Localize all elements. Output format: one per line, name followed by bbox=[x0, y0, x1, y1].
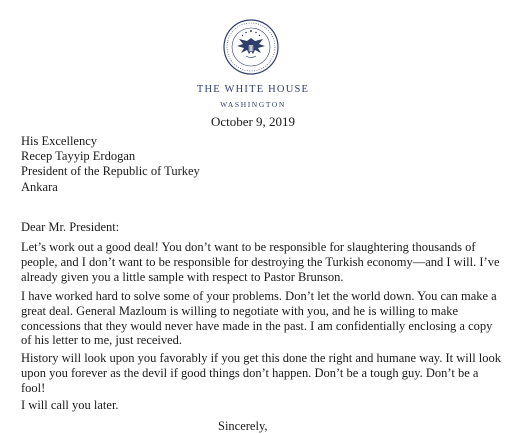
paragraph-line: I will call you later. bbox=[21, 398, 119, 412]
recipient-line: Recep Tayyip Erdogan bbox=[21, 149, 136, 164]
presidential-seal-icon bbox=[222, 18, 280, 76]
paragraph-line: I have worked hard to solve some of your problems. Don’t let the world down. You can make a bbox=[21, 289, 497, 303]
body-paragraph bbox=[21, 351, 502, 395]
paragraph-line: History will look upon you favorably if you get this done the right and humane way. It will look bbox=[21, 351, 502, 365]
paragraph-line: Let’s work out a good deal! You don’t want to be responsible for slaughtering thousands of bbox=[21, 240, 476, 254]
recipient-address bbox=[21, 134, 200, 195]
paragraph-line: great deal. General Mazloum is willing to negotiate with you, and he is willing to make bbox=[21, 303, 459, 318]
paragraph-line: people, and I don’t want to be responsible for destroying the Turkish economy—and I will. I’ve bbox=[21, 254, 500, 269]
recipient-line: Ankara bbox=[21, 179, 58, 194]
paragraph-line: concessions that they would never have made in the past. I am confidentially enclosing a copy bbox=[21, 318, 493, 333]
closing: Sincerely, bbox=[218, 419, 268, 433]
recipient-line: His Excellency bbox=[21, 134, 98, 148]
salutation: Dear Mr. President: bbox=[21, 220, 120, 234]
paragraph-line: fool! bbox=[21, 380, 46, 395]
body-paragraph bbox=[21, 398, 491, 413]
letterhead-org: THE WHITE HOUSE bbox=[196, 84, 310, 95]
paragraph-line: already given you a little sample with respect to Pastor Brunson. bbox=[21, 269, 344, 284]
paragraph-line: of his letter to me, just received. bbox=[21, 333, 183, 348]
letterhead-city: WASHINGTON bbox=[220, 100, 286, 109]
body-paragraph bbox=[21, 289, 497, 348]
recipient-line: President of the Republic of Turkey bbox=[21, 164, 200, 179]
body-paragraph bbox=[21, 240, 500, 284]
letter-date: October 9, 2019 bbox=[210, 114, 296, 129]
paragraph-line: upon you forever as the devil if good things don’t happen. Don’t be a tough guy. Don’t be a bbox=[21, 365, 479, 380]
